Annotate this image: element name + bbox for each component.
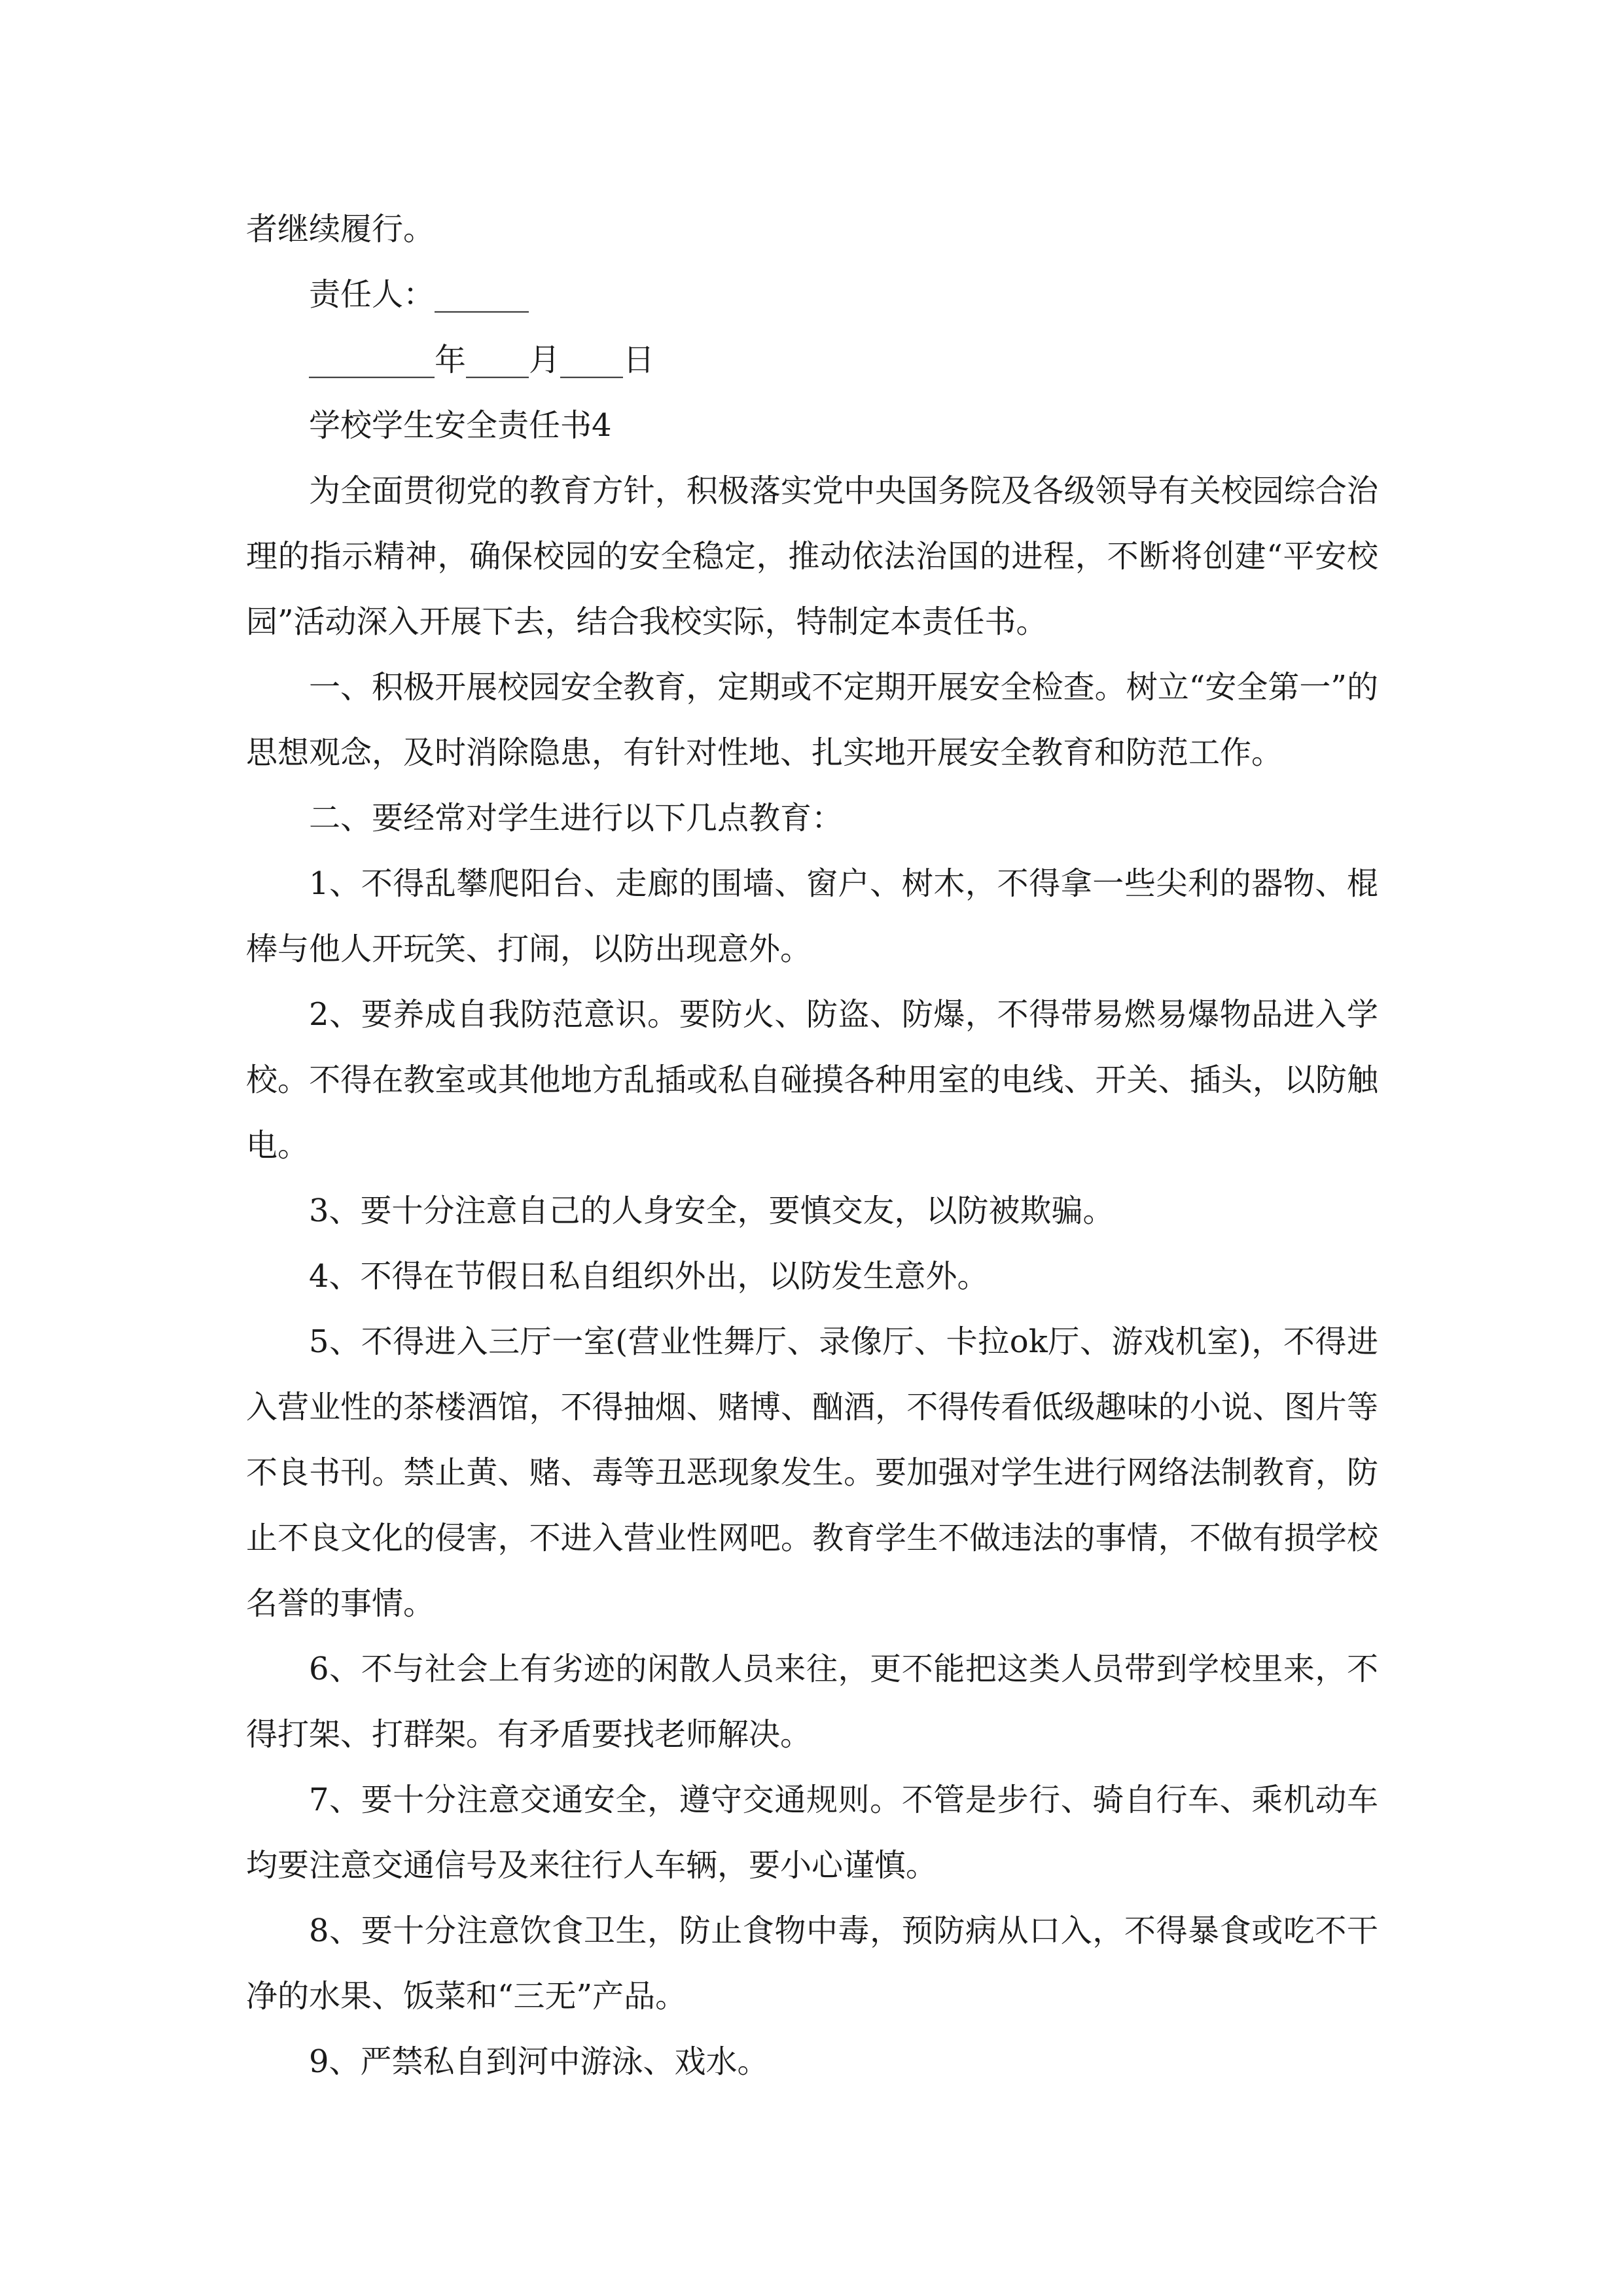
list-item: 6、不与社会上有劣迹的闲散人员来往，更不能把这类人员带到学校里来，不得打架、打群架。有矛盾要找老师解决。 [246,1651,1378,1753]
list-item: 3、要十分注意自己的人身安全，要慎交友，以防被欺骗。 [309,1193,1115,1229]
list-item: 2、要养成自我防范意识。要防火、防盗、防爆，不得带易燃易爆物品进入学校。不得在教室或其他地方乱插或私自碰摸各种用室的电线、开关、插头，以防触电。 [246,996,1378,1164]
point-two-paragraph: 二、要经常对学生进行以下几点教育： [309,800,844,836]
continuation-text: 者继续履行。 [246,211,435,247]
section-title: 学校学生安全责任书4 [309,407,612,444]
list-item: 7、要十分注意交通安全，遵守交通规则。不管是步行、骑自行车、乘机动车均要注意交通信号及来往行人车辆，要小心谨慎。 [246,1782,1378,1884]
list-item: 4、不得在节假日私自组织外出，以防发生意外。 [309,1258,989,1295]
intro-paragraph: 为全面贯彻党的教育方针，积极落实党中央国务院及各级领导有关校园综合治理的指示精神，确保校园的安全稳定，推动依法治国的进程，不断将创建“平安校园”活动深入开展下去，结合我校实际，特制定本责任书。 [246,473,1378,640]
list-item: 1、不得乱攀爬阳台、走廊的围墙、窗户、树木，不得拿一些尖利的器物、棍棒与他人开玩笑、打闹，以防出现意外。 [246,865,1378,967]
date-line: ________年____月____日 [309,342,655,378]
document-body [246,196,1378,2094]
point-one-paragraph: 一、积极开展校园安全教育，定期或不定期开展安全检查。树立“安全第一”的思想观念，及时消除隐患，有针对性地、扎实地开展安全教育和防范工作。 [246,669,1378,771]
list-item: 5、不得进入三厅一室(营业性舞厅、录像厅、卡拉ok厅、游戏机室)，不得进入营业性的茶楼酒馆，不得抽烟、赌博、酗酒，不得传看低级趣味的小说、图片等不良书刊。禁止黄、赌、毒等丑恶现象发生。要加强对学生进行网络法制教育，防止不良文化的侵害，不进入营业性网吧。教育学生不做违法的事情，不做有损学校名誉的事情。 [246,1323,1378,1622]
list-item: 8、要十分注意饮食卫生，防止食物中毒，预防病从口入，不得暴食或吃不干净的水果、饭菜和“三无”产品。 [246,1912,1378,2015]
list-item: 9、严禁私自到河中游泳、戏水。 [309,2043,769,2080]
signature-line: 责任人：______ [309,276,529,313]
